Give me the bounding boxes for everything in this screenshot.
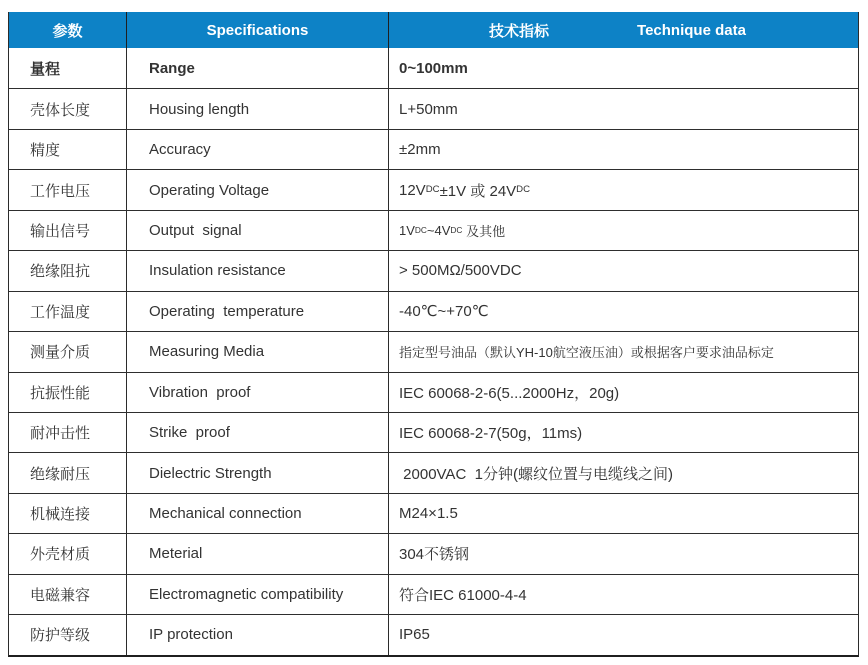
param-value: [388, 494, 858, 533]
param-value: [388, 453, 858, 492]
param-name-en: Measuring Media: [126, 332, 388, 371]
param-name-cn: 壳体长度: [30, 101, 91, 119]
value-subscript-segment: DC: [450, 225, 463, 236]
value-segment: 304不锈钢: [399, 546, 470, 564]
table-row: [9, 493, 858, 533]
param-value: [388, 130, 858, 169]
table-row: [9, 250, 858, 290]
table-body: [9, 48, 858, 655]
param-name-cn: 测量介质: [30, 344, 91, 362]
param-name-cn: 工作温度: [30, 303, 91, 321]
table-header-row: [9, 12, 858, 48]
value-segment: ±2mm: [399, 141, 441, 159]
param-name-cn: 抗振性能: [30, 384, 91, 402]
value-segment: 0~100mm: [399, 59, 468, 77]
value-segment: -40℃~+70℃: [399, 303, 489, 321]
param-name-cn: 精度: [30, 142, 61, 160]
header-col-technical-data: [388, 12, 858, 48]
table-row: [9, 372, 858, 412]
specifications-table: [8, 12, 859, 657]
header-col-parameters: [9, 12, 126, 48]
table-row: [9, 210, 858, 250]
value-segment: 12V: [399, 181, 426, 199]
param-value: [388, 534, 858, 573]
value-subscript-segment: DC: [516, 184, 531, 196]
table-row: [9, 331, 858, 371]
param-name-en: Insulation resistance: [126, 251, 388, 290]
value-subscript-segment: DC: [414, 225, 427, 236]
param-value: [388, 48, 858, 88]
table-row: [9, 129, 858, 169]
header-technical-cn-label: 技术指标: [489, 22, 550, 40]
param-name-cn: 工作电压: [30, 182, 91, 200]
param-value: [388, 292, 858, 331]
param-value: [388, 170, 858, 209]
param-value: [388, 89, 858, 128]
param-name-en: Strike proof: [126, 413, 388, 452]
param-value: [388, 575, 858, 614]
param-value: [388, 251, 858, 290]
table-row: [9, 412, 858, 452]
value-segment: 指定型号油品（默认YH-10航空液压油）或根据客户要求油品标定: [399, 345, 774, 361]
value-segment: IP65: [399, 626, 430, 644]
param-name-cn: 耐冲击性: [30, 425, 91, 443]
param-name-cn: 绝缘耐压: [30, 465, 91, 483]
table-row: [9, 291, 858, 331]
param-name-cn: 量程: [30, 60, 61, 78]
param-value: [388, 373, 858, 412]
value-segment: 1V: [399, 222, 415, 238]
param-name-en: Range: [126, 48, 388, 88]
value-segment: 2000VAC 1分钟(螺纹位置与电缆线之间): [399, 465, 673, 483]
param-name-cn: 防护等级: [30, 627, 91, 645]
param-name-en: Vibration proof: [126, 373, 388, 412]
param-value: [388, 211, 858, 250]
table-row: [9, 48, 858, 88]
value-segment: L+50mm: [399, 100, 458, 118]
value-subscript-segment: DC: [425, 184, 440, 196]
table-row: [9, 574, 858, 614]
table-row: [9, 452, 858, 492]
value-segment: ~4V: [426, 222, 451, 238]
header-parameters-label: 参数: [52, 22, 83, 40]
value-segment: M24×1.5: [399, 505, 458, 523]
param-value: [388, 413, 858, 452]
param-name-en: Operating Voltage: [126, 170, 388, 209]
value-segment: 符合IEC 61000-4-4: [399, 586, 527, 604]
param-name-en: Electromagnetic compatibility: [126, 575, 388, 614]
param-name-en: Housing length: [126, 89, 388, 128]
param-name-en: Mechanical connection: [126, 494, 388, 533]
param-name-cn: 机械连接: [30, 506, 91, 524]
table-row: [9, 169, 858, 209]
param-name-cn: 电磁兼容: [30, 586, 91, 604]
param-name-cn: 输出信号: [30, 222, 91, 240]
header-technical-en-label: Technique data: [637, 21, 746, 39]
value-segment: IEC 60068-2-6(5...2000Hz，20g): [399, 384, 620, 402]
header-specifications-label: Specifications: [206, 21, 309, 39]
value-segment: > 500MΩ/500VDC: [399, 262, 522, 280]
table-row: [9, 614, 858, 654]
table-row: [9, 533, 858, 573]
param-name-en: IP protection: [126, 615, 388, 654]
value-segment: IEC 60068-2-7(50g，11ms): [399, 425, 583, 443]
header-col-specifications: [126, 12, 388, 48]
value-segment: ±1V 或 24V: [439, 182, 517, 200]
param-name-en: Operating temperature: [126, 292, 388, 331]
param-name-en: Accuracy: [126, 130, 388, 169]
param-name-cn: 绝缘阻抗: [30, 263, 91, 281]
table-row: [9, 88, 858, 128]
value-segment: 及其他: [462, 223, 506, 239]
param-name-en: Output signal: [126, 211, 388, 250]
param-name-en: Dielectric Strength: [126, 453, 388, 492]
param-name-cn: 外壳材质: [30, 546, 91, 564]
param-value: [388, 615, 858, 654]
param-value: [388, 332, 858, 371]
param-name-en: Meterial: [126, 534, 388, 573]
